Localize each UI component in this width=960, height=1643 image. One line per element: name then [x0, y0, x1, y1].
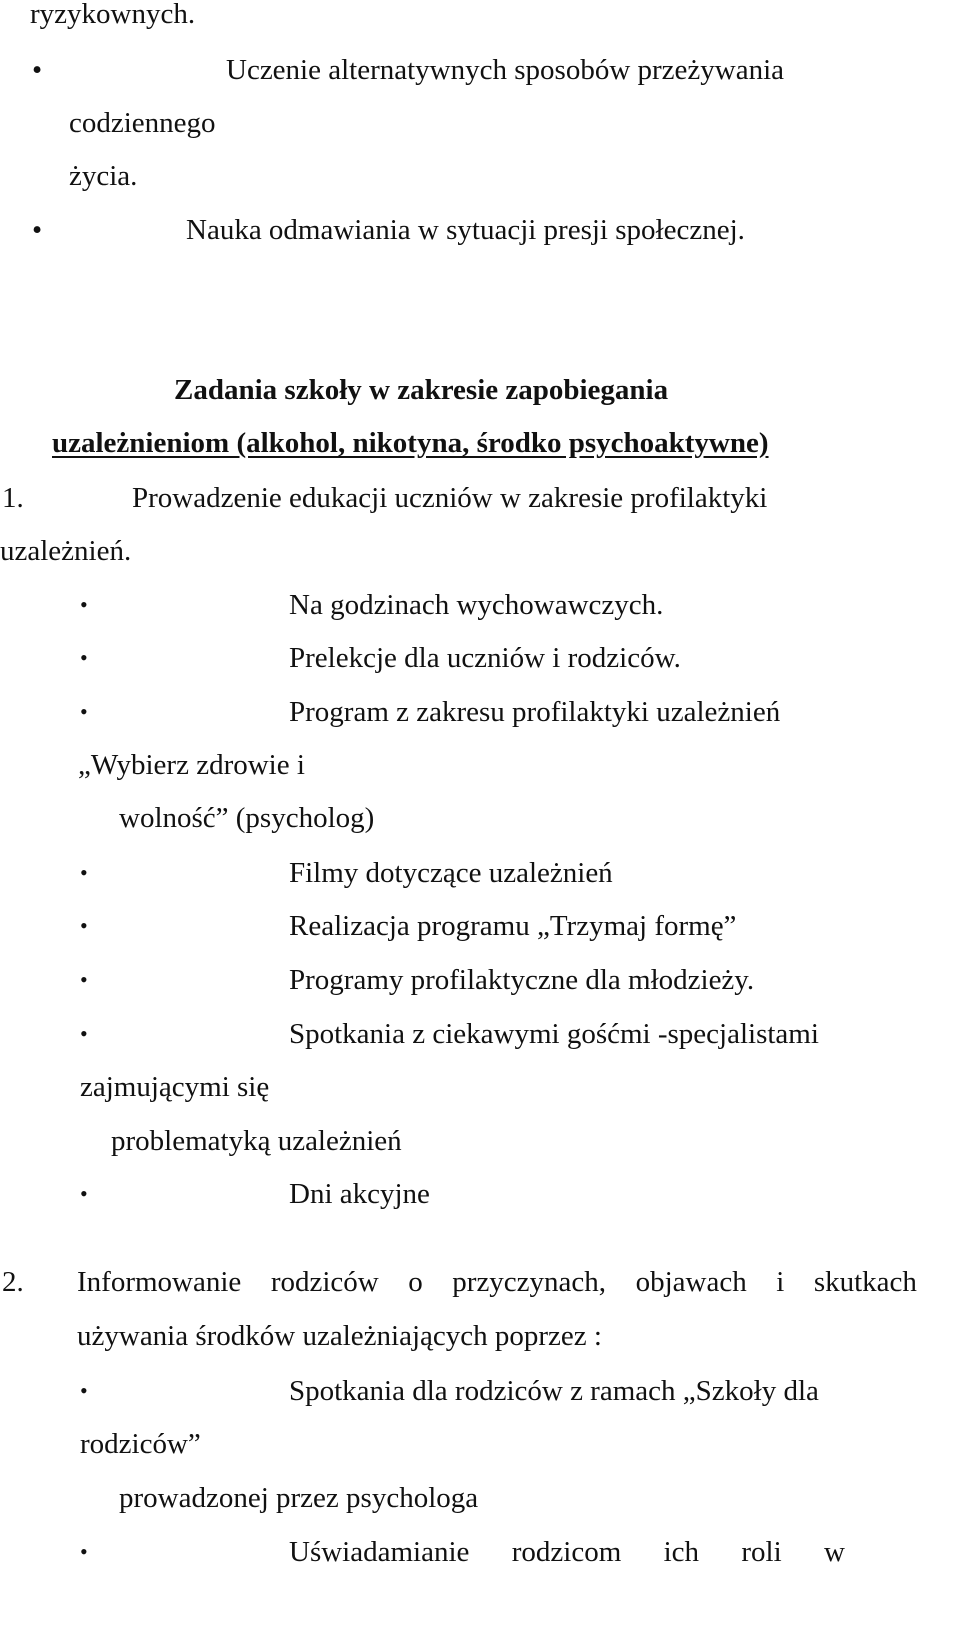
list-item-text: zajmującymi się: [80, 1071, 270, 1103]
list-item-text: Uczenie alternatywnych sposobów przeżywania: [226, 54, 785, 86]
bullet-icon: •: [80, 967, 88, 992]
bullet-icon: •: [80, 1378, 88, 1403]
word: rodziców: [270, 1266, 379, 1298]
bullet-icon: •: [80, 592, 88, 617]
list-number: 2.: [2, 1266, 24, 1298]
list-item-text: Nauka odmawiania w sytuacji presji społecznej.: [186, 214, 745, 246]
bullet-icon: •: [80, 1539, 88, 1564]
list-item-text: Prowadzenie edukacji uczniów w zakresie profilaktyki: [132, 482, 768, 514]
text-line: ryzykownych.: [30, 0, 196, 30]
section-heading: Zadania szkoły w zakresie zapobiegania: [174, 374, 669, 406]
bullet-icon: •: [80, 699, 88, 724]
section-heading: uzależnieniom (alkohol, nikotyna, środko psychoaktywne): [52, 427, 769, 459]
list-item-text: rodziców”: [80, 1428, 201, 1460]
word: objawach: [635, 1266, 747, 1298]
list-item-text: uzależnień.: [0, 535, 132, 567]
bullet-icon: •: [80, 860, 88, 885]
word: o: [408, 1266, 423, 1298]
list-item-text: życia.: [69, 160, 138, 192]
list-item-text: Realizacja programu „Trzymaj formę”: [289, 910, 737, 942]
word: ich: [663, 1536, 700, 1568]
list-item-text: Dni akcyjne: [289, 1178, 430, 1210]
word: w: [824, 1536, 845, 1568]
list-number: 1.: [2, 482, 24, 514]
list-item-text: wolność” (psycholog): [119, 802, 375, 834]
list-item-text: Na godzinach wychowawczych.: [289, 589, 664, 621]
bullet-icon: •: [80, 1021, 88, 1046]
list-item-text: Spotkania dla rodziców z ramach „Szkoły dla: [289, 1375, 819, 1407]
bullet-icon: •: [80, 913, 88, 938]
bullet-icon: •: [32, 54, 43, 86]
word: skutkach: [813, 1266, 917, 1298]
bullet-icon: •: [32, 214, 43, 246]
list-item-text: Spotkania z ciekawymi gośćmi -specjalistami: [289, 1018, 819, 1050]
word: rodzicom: [511, 1536, 622, 1568]
list-item-text: „Wybierz zdrowie i: [78, 749, 305, 781]
list-item-text: [77, 1264, 917, 1300]
word: Uświadamianie: [289, 1536, 470, 1568]
list-item-text: Programy profilaktyczne dla młodzieży.: [289, 964, 755, 996]
list-item-text: używania środków uzależniających poprzez :: [77, 1320, 602, 1352]
list-item-text: [289, 1534, 845, 1570]
word: roli: [741, 1536, 782, 1568]
word: Informowanie: [77, 1266, 242, 1298]
list-item-text: codziennego: [69, 107, 216, 139]
bullet-icon: •: [80, 645, 88, 670]
list-item-text: Filmy dotyczące uzależnień: [289, 857, 613, 889]
bullet-icon: •: [80, 1181, 88, 1206]
list-item-text: Prelekcje dla uczniów i rodziców.: [289, 642, 681, 674]
list-item-text: prowadzonej przez psychologa: [119, 1482, 479, 1514]
list-item-text: Program z zakresu profilaktyki uzależnień: [289, 696, 781, 728]
word: przyczynach,: [452, 1266, 607, 1298]
list-item-text: problematyką uzależnień: [111, 1125, 402, 1157]
word: i: [776, 1266, 785, 1298]
